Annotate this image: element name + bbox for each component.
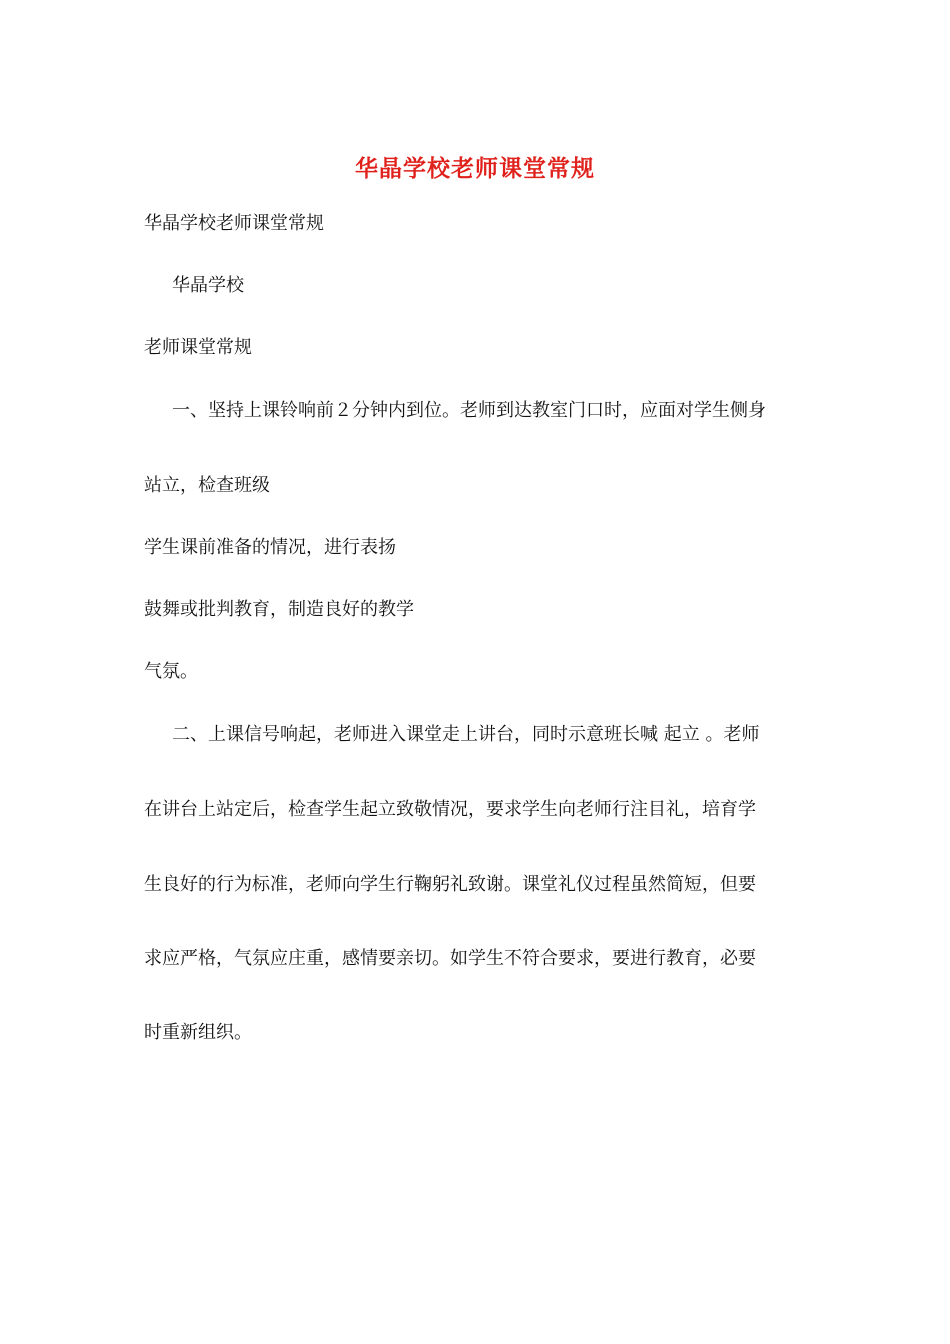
document-title: 华晶学校老师课堂常规	[355, 155, 595, 182]
paragraph-2-line-3: 生良好的行为标准，老师向学生行鞠躬礼致谢。课堂礼仪过程虽然简短，但要	[144, 874, 756, 895]
paragraph-1-line-4: 鼓舞或批判教育，制造良好的教学	[144, 599, 414, 620]
paragraph-2-line-4: 求应严格，气氛应庄重，感情要亲切。如学生不符合要求，要进行教育，必要	[144, 948, 756, 969]
paragraph-1-line-3: 学生课前准备的情况，进行表扬	[144, 537, 396, 558]
text-line-subtitle: 华晶学校老师课堂常规	[144, 213, 324, 234]
text-line-school: 华晶学校	[172, 275, 244, 296]
paragraph-2-line-5: 时重新组织。	[144, 1022, 252, 1043]
paragraph-1-line-2: 站立，检查班级	[144, 475, 270, 496]
paragraph-2-line-2: 在讲台上站定后，检查学生起立致敬情况，要求学生向老师行注目礼，培育学	[144, 799, 756, 820]
paragraph-1-line-5: 气氛。	[144, 661, 198, 682]
paragraph-2-line-1: 二、上课信号响起，老师进入课堂走上讲台，同时示意班长喊 起立 。老师	[172, 724, 760, 745]
text-line-heading: 老师课堂常规	[144, 337, 252, 358]
paragraph-1-line-1: 一、坚持上课铃响前２分钟内到位。老师到达教室门口时，应面对学生侧身	[172, 400, 766, 421]
